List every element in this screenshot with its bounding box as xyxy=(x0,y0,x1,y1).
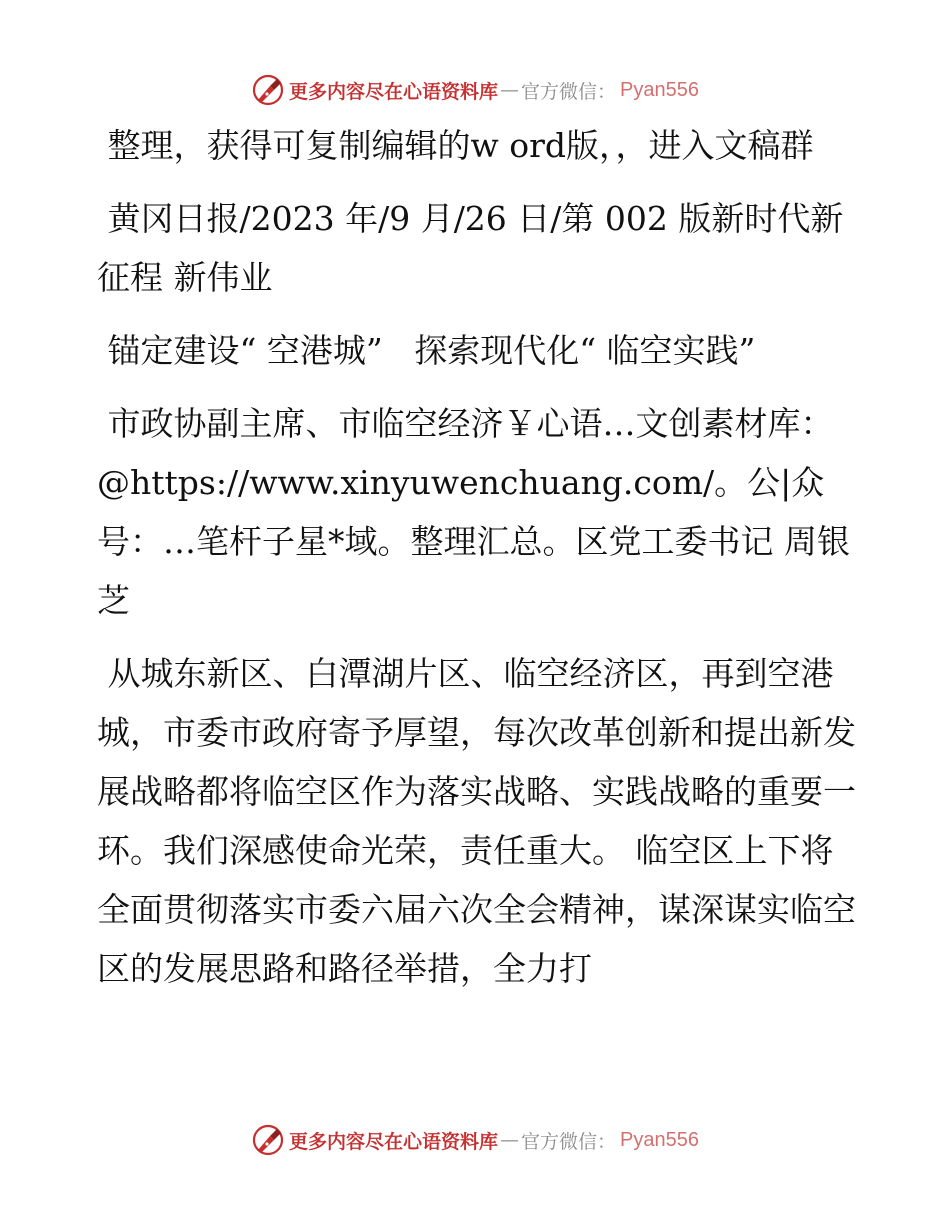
watermark-dash: — xyxy=(500,1129,520,1151)
paragraph-source-line: 黄冈日报/2023 年/9 月/26 日/第 002 版新时代新征程 新伟业 xyxy=(97,199,844,297)
watermark-brand-text: 更多内容尽在心语资料库 xyxy=(289,1130,499,1153)
document-body xyxy=(97,116,857,998)
paragraph-body: 从城东新区、白潭湖片区、临空经济区，再到空港城，市委市政府寄予厚望，每次改革创新和提出新发展战略都将临空区作为落实战略、实践战略的重要一环。我们深感使命光荣，责任重大。 临空区上下将全面贯彻落实市委六届六次全会精神，谋深谋实临空区的发展思路和路径举措，全力打 xyxy=(97,654,856,988)
paragraph-intro: 整理，获得可复制编辑的w ord版，，进入文稿群 xyxy=(97,126,814,165)
paragraph-headline: 锚定建设“ 空港城” 探索现代化“ 临空实践” xyxy=(97,331,756,370)
watermark-dash: — xyxy=(500,79,520,101)
pen-nib-circle-icon xyxy=(251,73,285,107)
watermark-wechat-id: Pyan556 xyxy=(620,1128,699,1151)
watermark-wechat-label: 官方微信： xyxy=(521,1130,617,1153)
pen-nib-circle-icon xyxy=(251,1123,285,1157)
watermark-brand-text: 更多内容尽在心语资料库 xyxy=(289,80,499,103)
footer-watermark-banner xyxy=(0,1118,950,1162)
watermark-wechat-id: Pyan556 xyxy=(620,78,699,101)
paragraph-author: 市政协副主席、市临空经济￥心语…文创素材库：@https://www.xinyuwenchuang.com/。公|众号：…笔杆子星*域。整理汇总。区党工委书记 周银芝 xyxy=(97,404,850,620)
header-watermark-banner xyxy=(0,68,950,112)
watermark-wechat-label: 官方微信： xyxy=(521,80,617,103)
